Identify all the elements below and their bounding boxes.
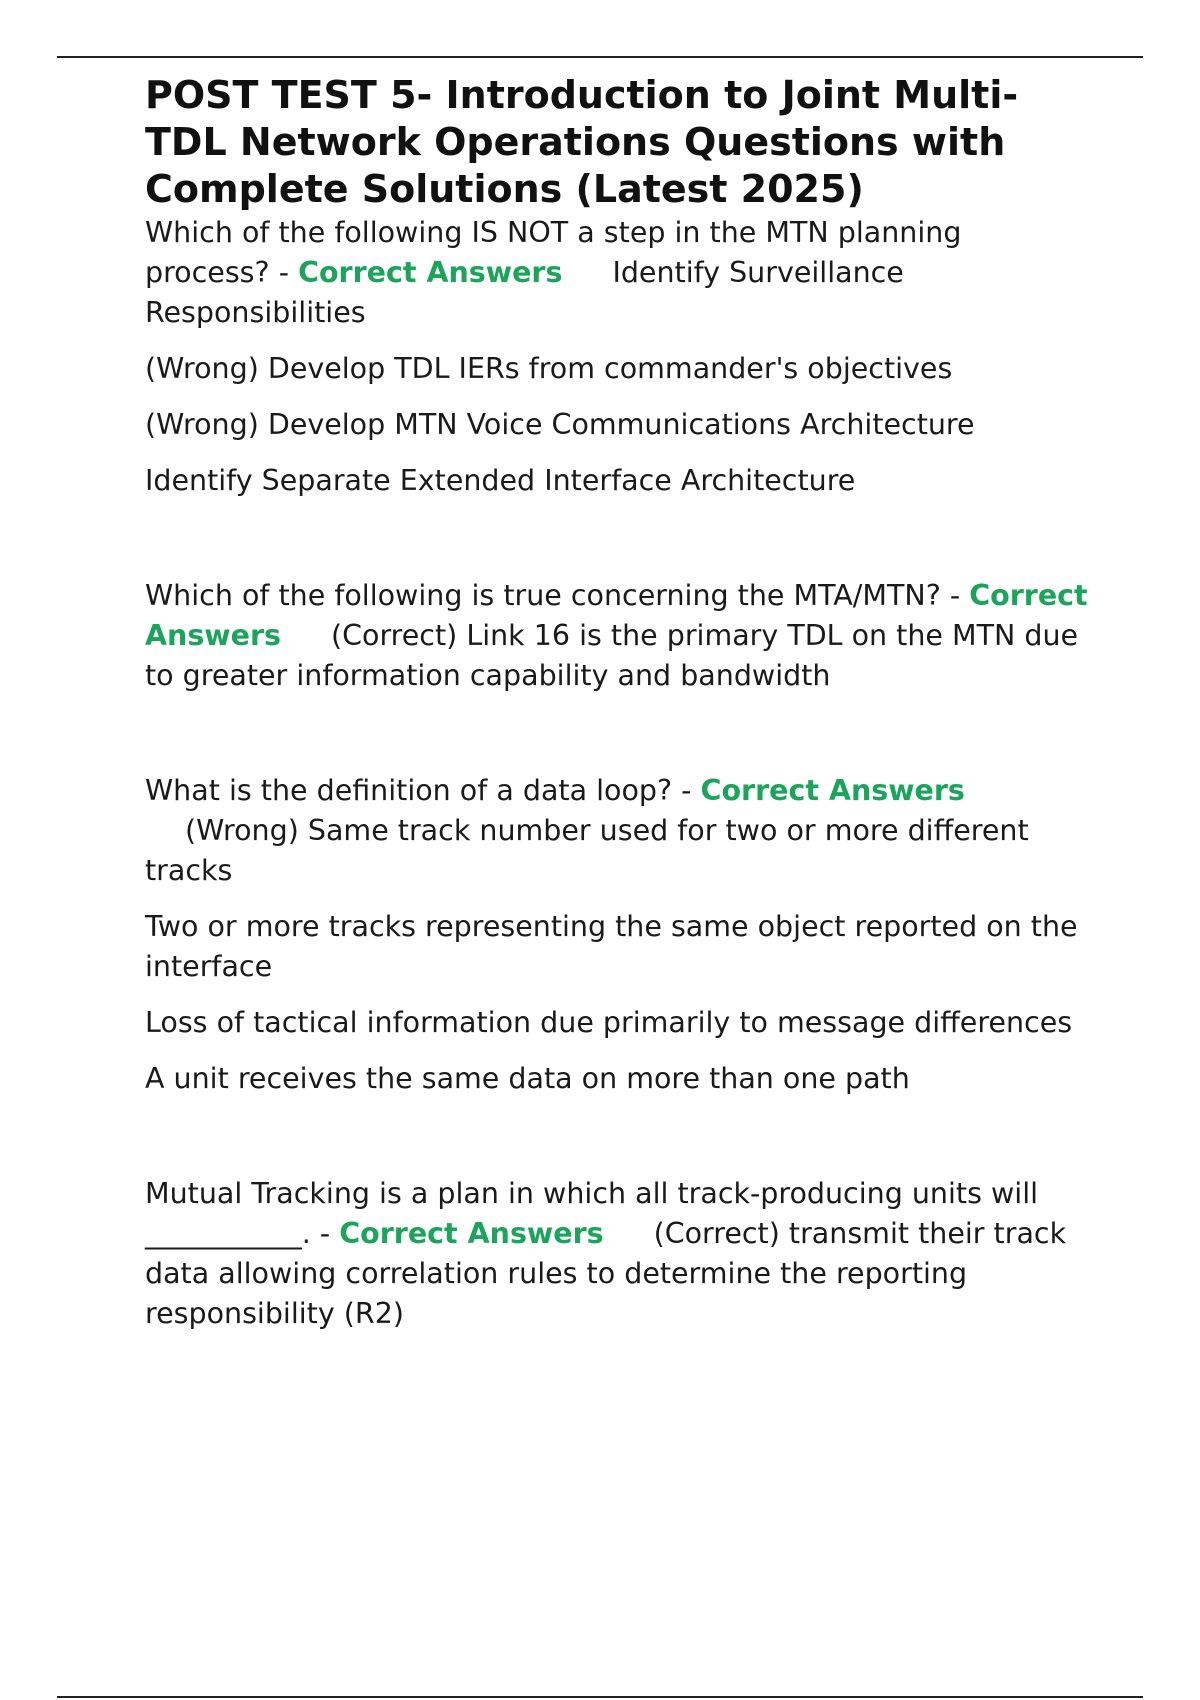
option-text: Two or more tracks representing the same object reported on the interface: [145, 910, 1078, 983]
question-prompt: Mutual Tracking is a plan in which all track-producing units will ___________. -: [145, 1177, 1039, 1250]
correct-answers-label: Correct Answers: [298, 256, 563, 289]
question-text: [145, 213, 1090, 333]
option-text: (Wrong) Develop TDL IERs from commander's objectives: [145, 352, 953, 385]
answer-text: (Wrong) Same track number used for two or more different tracks: [145, 814, 1029, 887]
correct-answers-label: Correct Answers: [145, 579, 1088, 652]
answer-text: (Correct) transmit their track data allowing correlation rules to determine the reporting responsibility (R2): [145, 1217, 1067, 1330]
option-text: A unit receives the same data on more than one path: [145, 1062, 910, 1095]
option-text: (Wrong) Develop MTN Voice Communications Architecture: [145, 408, 975, 441]
question-text: [145, 1174, 1090, 1334]
correct-answers-label: Correct Answers: [700, 774, 965, 807]
document-body: [145, 72, 1090, 1334]
question-block-2: [145, 576, 1090, 696]
question-prompt: Which of the following is true concerning the MTA/MTN? -: [145, 579, 970, 612]
question-text: [145, 576, 1090, 696]
bottom-rule: [57, 1696, 1143, 1698]
question-prompt: What is the definition of a data loop? -: [145, 774, 701, 807]
page-title: POST TEST 5- Introduction to Joint Multi-TDL Network Operations Questions with Complete Solutions (Latest 2025): [145, 73, 1019, 211]
question-prompt: Which of the following IS NOT a step in the MTN planning process? -: [145, 216, 962, 289]
option-text: Identify Separate Extended Interface Architecture: [145, 464, 856, 497]
answer-text: (Correct) Link 16 is the primary TDL on the MTN due to greater information capability and bandwidth: [145, 619, 1079, 692]
option-text: Loss of tactical information due primarily to message differences: [145, 1006, 1073, 1039]
question-block-4: [145, 1174, 1090, 1334]
answer-text: Identify Surveillance Responsibilities: [145, 256, 904, 329]
question-text: [145, 771, 1090, 891]
top-rule: [57, 56, 1143, 58]
correct-answers-label: Correct Answers: [339, 1217, 604, 1250]
question-block-1: [145, 213, 1090, 501]
question-block-3: [145, 771, 1090, 1099]
